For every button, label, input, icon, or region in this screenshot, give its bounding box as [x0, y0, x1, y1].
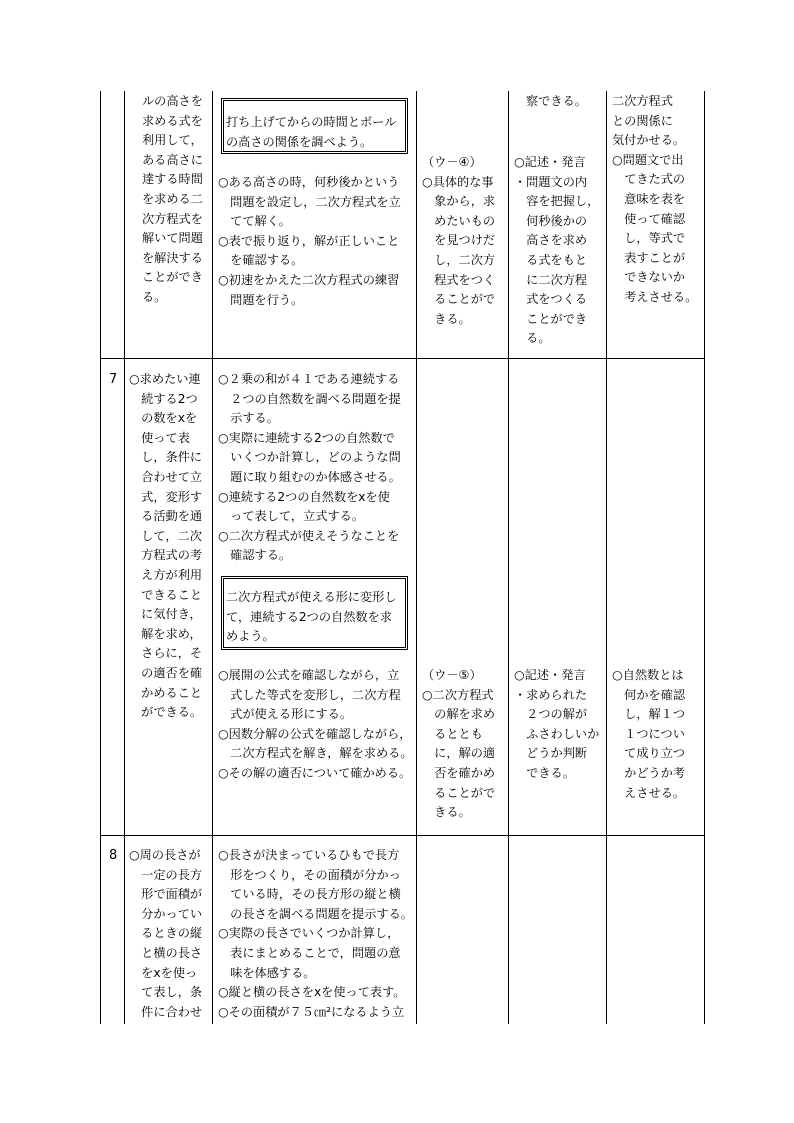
column-divider-viewpoint: [508, 91, 509, 1024]
text-line: 合わせて立: [129, 469, 203, 484]
text-line: 考えさせる。: [612, 289, 698, 304]
text-line: ○記述・発言: [514, 155, 586, 169]
text-line: 何秒後かの: [514, 213, 588, 228]
column-divider-activity: [416, 91, 417, 1024]
text-line: きる。: [422, 311, 471, 326]
text-line: できること: [129, 587, 203, 602]
text-line: て表し，条: [129, 985, 203, 1000]
viewpoint-text: [422, 153, 495, 329]
text-line: 分かってい: [129, 906, 203, 921]
text-line: し，二次方: [422, 252, 496, 267]
task-box: [221, 576, 408, 650]
text-line: ○縦と横の長さをxを使って表す。: [218, 985, 406, 1000]
text-line: 察できる。: [526, 94, 587, 108]
text-line: 題に取り組むのか体感させる。: [218, 469, 401, 484]
text-line: し，解１つ: [612, 707, 686, 722]
text-line: 意味を表を: [612, 191, 686, 206]
text-line: 高さを求め: [514, 233, 588, 248]
activity-text: [218, 370, 401, 566]
text-line: 式した等式を変形し，二次方程: [218, 687, 401, 702]
text-line: （ウ－④）: [422, 155, 482, 169]
text-line: 二次方程式: [612, 94, 673, 108]
row-number: 8: [109, 848, 118, 863]
text-line: ○周の長さが: [129, 848, 201, 862]
text-line: の数をxを: [129, 411, 198, 426]
text-line: る。: [142, 289, 167, 304]
text-line: の解を求め: [422, 707, 496, 722]
support-text: [612, 666, 685, 803]
text-line: １つについ: [612, 726, 685, 741]
text-line: さらに，そ: [129, 646, 203, 661]
text-line: ある高さに: [142, 152, 203, 167]
text-line: を見つけだ: [422, 233, 496, 248]
text-line: 一定の長方: [129, 867, 203, 882]
text-line: ○求めたい連: [129, 372, 201, 386]
goal-text: [142, 92, 203, 308]
text-line: ○実際の長さでいくつか計算し，: [218, 926, 400, 941]
text-line: ことができ: [514, 311, 588, 326]
text-line: ○表で振り返り，解が正しいこと: [218, 233, 400, 248]
text-line: って表して，立式する。: [218, 509, 365, 524]
text-line: ○実際に連続する2つの自然数で: [218, 430, 395, 445]
text-line: るときの縦: [129, 926, 203, 941]
row-number: 7: [109, 372, 118, 387]
activity-text: [218, 666, 413, 784]
text-line: るととも: [422, 726, 483, 741]
text-line: 確認する。: [218, 548, 292, 563]
column-divider-goal: [212, 91, 213, 1024]
text-line: （ウ－⑤）: [422, 668, 482, 682]
text-line: 表にまとめることで，問題の意: [218, 945, 401, 960]
text-line: を解決する: [142, 250, 203, 265]
method-text: [514, 666, 599, 784]
text-line: 式が使える形にする。: [218, 707, 353, 722]
text-line: ○その面積が７５㎝²になるよう立: [218, 1004, 405, 1019]
text-line: えさせる。: [612, 785, 686, 800]
text-line: ○連続する2つの自然数をxを使: [218, 489, 390, 504]
text-line: を求める二: [142, 191, 203, 206]
text-line: し，条件に: [129, 450, 203, 465]
text-line: の適否を確: [129, 665, 203, 680]
text-line: し，等式で: [612, 231, 686, 246]
text-line: 表すことが: [612, 250, 686, 265]
column-divider-num: [124, 91, 125, 1024]
text-line: ・求められた: [514, 687, 588, 702]
text-line: ○因数分解の公式を確認しながら，: [218, 726, 412, 741]
text-line: 使って表: [129, 430, 190, 445]
row-separator: [100, 835, 705, 836]
text-line: の高さの関係を調べよう。: [226, 134, 373, 149]
task-box: [221, 98, 408, 154]
method-text-top: [526, 92, 587, 112]
text-line: 容を把握し，: [514, 194, 600, 209]
text-line: ○問題文で出: [612, 152, 684, 167]
table-border-right: [704, 91, 705, 1024]
text-line: ○二次方程式が使えそうなことを: [218, 528, 400, 543]
text-line: 式，変形す: [129, 489, 203, 504]
text-line: かどうか考: [612, 765, 686, 780]
text-line: 件に合わせ: [129, 1004, 203, 1019]
text-line: てて解く。: [218, 214, 291, 229]
text-line: めたいもの: [422, 213, 496, 228]
text-line: 形で面積が: [129, 887, 203, 902]
text-line: る活動を通: [129, 509, 203, 524]
text-line: 達する時間: [142, 172, 203, 187]
text-line: 使って確認: [612, 211, 686, 226]
text-line: 象から，求: [422, 194, 496, 209]
text-line: ルの高さを: [142, 94, 203, 108]
text-line: て成り立つ: [612, 746, 686, 761]
text-line: ○自然数とは: [612, 668, 684, 682]
support-text: [612, 92, 697, 308]
text-line: ２つの自然数を調べる問題を提: [218, 391, 401, 406]
text-line: を確認する。: [218, 253, 304, 268]
text-line: どうか判断: [514, 746, 588, 761]
text-line: との関係に: [612, 113, 673, 128]
text-line: 気付かせる。: [612, 133, 686, 148]
goal-text: [129, 846, 202, 1022]
text-line: ることがで: [422, 292, 496, 307]
text-line: 二次方程式が使える形に変形し: [226, 590, 397, 604]
row-separator: [100, 358, 705, 359]
text-line: 否を確かめ: [422, 765, 496, 780]
text-line: ることがで: [422, 785, 496, 800]
text-line: ○展開の公式を確認しながら，立: [218, 668, 400, 682]
text-line: ２つの解が: [514, 707, 588, 722]
text-line: 問題を設定し，二次方程式を立: [218, 194, 401, 209]
text-line: る。: [514, 331, 551, 346]
text-line: 程式をつく: [422, 272, 496, 287]
text-line: 二次方程式を解き，解を求める。: [218, 746, 413, 761]
text-line: ○二次方程式: [422, 687, 494, 702]
text-line: きる。: [422, 805, 471, 820]
text-line: ○長さが決まっているひもで長方: [218, 848, 400, 862]
text-line: して，二次: [129, 528, 202, 543]
text-line: 利用して，: [142, 133, 203, 148]
table-border-left: [100, 91, 101, 1024]
text-line: かめること: [129, 685, 203, 700]
text-line: ○具体的な事: [422, 174, 494, 189]
text-line: できる。: [514, 765, 575, 780]
text-line: ふさわしいか: [514, 726, 600, 741]
text-line: 方程式の考: [129, 548, 203, 563]
text-line: をxを使っ: [129, 965, 198, 980]
text-line: 次方程式を: [142, 211, 203, 226]
text-line: ことができ: [142, 270, 203, 285]
text-line: 続する2つ: [129, 391, 198, 406]
text-line: 求める式を: [142, 113, 203, 128]
text-line: 示する。: [218, 411, 279, 426]
text-line: ○ある高さの時，何秒後かという: [218, 175, 400, 189]
text-line: 問題を行う。: [218, 292, 304, 307]
text-line: え方が利用: [129, 567, 203, 582]
text-line: てきた式の: [612, 172, 686, 187]
activity-text: [218, 173, 401, 310]
text-line: いくつか計算し，どのような問: [218, 450, 401, 465]
text-line: できないか: [612, 270, 686, 285]
task-box-text: [226, 588, 397, 647]
text-line: ている時，その長方形の縦と横: [218, 887, 401, 902]
text-line: 解を求め，: [129, 626, 202, 641]
column-divider-method: [606, 91, 607, 1024]
text-line: て，連続する2つの自然数を求: [226, 609, 392, 624]
text-line: ○その解の適否について確かめる。: [218, 765, 412, 780]
text-line: と横の長さ: [129, 945, 203, 960]
text-line: ○記述・発言: [514, 668, 586, 682]
activity-text: [218, 846, 413, 1022]
text-line: 解いて問題: [142, 231, 203, 246]
method-text: [514, 153, 599, 349]
text-line: に二次方程: [514, 272, 588, 287]
text-line: に気付き，: [129, 607, 202, 622]
text-line: めよう。: [226, 629, 275, 644]
text-line: 式をつくる: [514, 292, 588, 307]
text-line: に，解の適: [422, 746, 496, 761]
text-line: 何かを確認: [612, 687, 686, 702]
task-box-text: [226, 113, 396, 152]
goal-text: [129, 370, 202, 723]
text-line: 打ち上げてからの時間とボール: [226, 115, 397, 129]
text-line: ができる。: [129, 705, 203, 720]
text-line: ・問題文の内: [514, 174, 588, 189]
text-line: る式をもと: [514, 252, 588, 267]
text-line: の長さを調べる問題を提示する。: [218, 906, 413, 921]
text-line: ○２乗の和が４１である連続する: [218, 372, 400, 386]
text-line: ○初速をかえた二次方程式の練習: [218, 272, 400, 287]
text-line: 形をつくり，その面積が分かっ: [218, 867, 401, 882]
viewpoint-text: [422, 666, 495, 823]
text-line: 味を体感する。: [218, 965, 316, 980]
